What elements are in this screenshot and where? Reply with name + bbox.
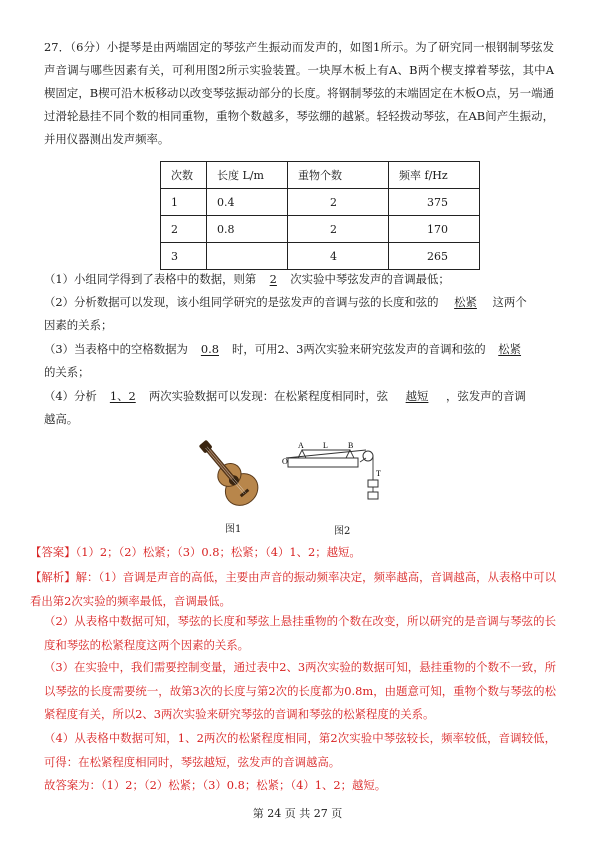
table-cell: 2 (161, 216, 207, 243)
question-intro: 27．（6分）小提琴是由两端固定的琴弦产生振动而发声的，如图1所示。为了研究同一根钢制琴弦发声音调与哪些因素有关，可利用图2所示实验装置。一块厚木板上有A、B两个楔支撑着琴弦，其中A楔固定，B楔可沿木板移动以改变琴弦振动部分的长度。将钢制琴弦的末端固定在木板O点，另一端通过滑轮悬挂不同个数的相同重物，重物个数越多，琴弦绷的越紧。轻轻拨动琴弦，在AB间产生振动，并用仪器测出发声频率。 (44, 40, 554, 146)
figure-2-caption: 图2 (334, 526, 351, 537)
subquestion-3-line2: 的关系； (44, 365, 90, 379)
table-cell: 4 (288, 243, 389, 270)
table-row (161, 189, 480, 216)
subquestion-3: （3）当表格中的空格数据为 0.8 时，可用2、3两次实验来研究弦发声的音调和弦的 松紧 (44, 342, 534, 356)
data-table (160, 161, 480, 270)
answer-blank: 松紧 (498, 342, 522, 356)
analysis-final: 故答案为：（1）2；（2）松紧；（3）0.8；松紧；（4）1、2；越短。 (44, 778, 387, 792)
subquestion-1: （1）小组同学得到了表格中的数据，则第 2 次实验中琴弦发声的音调最低； (44, 272, 450, 286)
subquestion-2-line2: 因素的关系； (44, 318, 113, 332)
label-t: T (376, 469, 381, 478)
apparatus-diagram (282, 440, 392, 520)
table-cell: 265 (389, 243, 480, 270)
table-cell: 1 (161, 189, 207, 216)
subquestion-4-line2: 越高。 (44, 412, 79, 426)
answer-blank: 越短 (405, 389, 429, 403)
analysis-paragraph-4: （4）从表格中数据可知，1、2两次的松紧程度相同，第2次实验中琴弦较长，频率较低，音调较低，可得：在松紧程度相同时，琴弦越短，弦发声的音调越高。 (44, 731, 556, 769)
table-header-cell: 重物个数 (288, 162, 389, 189)
answer-blank: 0.8 (200, 342, 219, 356)
table-cell: 3 (161, 243, 207, 270)
table-cell: 2 (288, 216, 389, 243)
subquestion-4: （4）分析 1、2 两次实验数据可以发现：在松紧程度相同时，弦 越短 ，弦发声的音调 (44, 389, 526, 403)
table-row (161, 216, 480, 243)
answer-blank: 2 (269, 272, 277, 286)
analysis-paragraph-3: （3）在实验中，我们需要控制变量，通过表中2、3两次实验的数据可知，悬挂重物的个数不一致，所以琴弦的长度需要统一，故第3次的长度与第2次的长度都为0.8m，由题意可知，重物个数与琴弦的松紧程度有关，所以2、3两次实验来研究琴弦的音调和琴弦的松紧程度的关系。 (44, 660, 556, 721)
analysis-paragraph-1: 【解析】解：（1）音调是声音的高低，主要由声音的振动频率决定，频率越高，音调越高，从表格中可以看出第2次实验的频率最低，音调最低。 (30, 570, 556, 608)
analysis-paragraph-2: （2）从表格中数据可知，琴弦的长度和琴弦上悬挂重物的个数在改变，所以研究的是音调与琴弦的长度和琴弦的松紧程度这两个因素的关系。 (44, 614, 556, 652)
table-cell: 2 (288, 189, 389, 216)
table-cell: 0.4 (207, 189, 288, 216)
subquestion-2: （2）分析数据可以发现，该小组同学研究的是弦发声的音调与弦的长度和弦的 松紧 这两个 (44, 295, 527, 309)
guitar-illustration (195, 438, 270, 516)
answer-line (30, 545, 560, 559)
table-header-cell: 频率 f/Hz (389, 162, 480, 189)
analysis-tag: 【解析】 (30, 570, 76, 584)
table-header-row (161, 162, 480, 189)
label-l: L (323, 441, 328, 450)
answer-blank: 松紧 (454, 295, 477, 309)
table-row (161, 243, 480, 270)
table-cell (207, 243, 288, 270)
figure-1-caption: 图1 (225, 524, 242, 535)
table-cell: 170 (389, 216, 480, 243)
label-b: B (348, 441, 354, 450)
table-cell: 0.8 (207, 216, 288, 243)
label-o: O (282, 457, 288, 466)
table-header-cell: 长度 L/m (207, 162, 288, 189)
table-cell: 375 (389, 189, 480, 216)
answer-blank: 1、2 (109, 389, 136, 403)
answer-text: （1）2；（2）松紧；（3）0.8；松紧；（4）1、2；越短。 (75, 545, 361, 559)
answer-tag: 【答案】 (30, 545, 76, 559)
label-a: A (298, 441, 304, 450)
table-header-cell: 次数 (161, 162, 207, 189)
page-footer: 第 24 页 共 27 页 (252, 807, 343, 820)
